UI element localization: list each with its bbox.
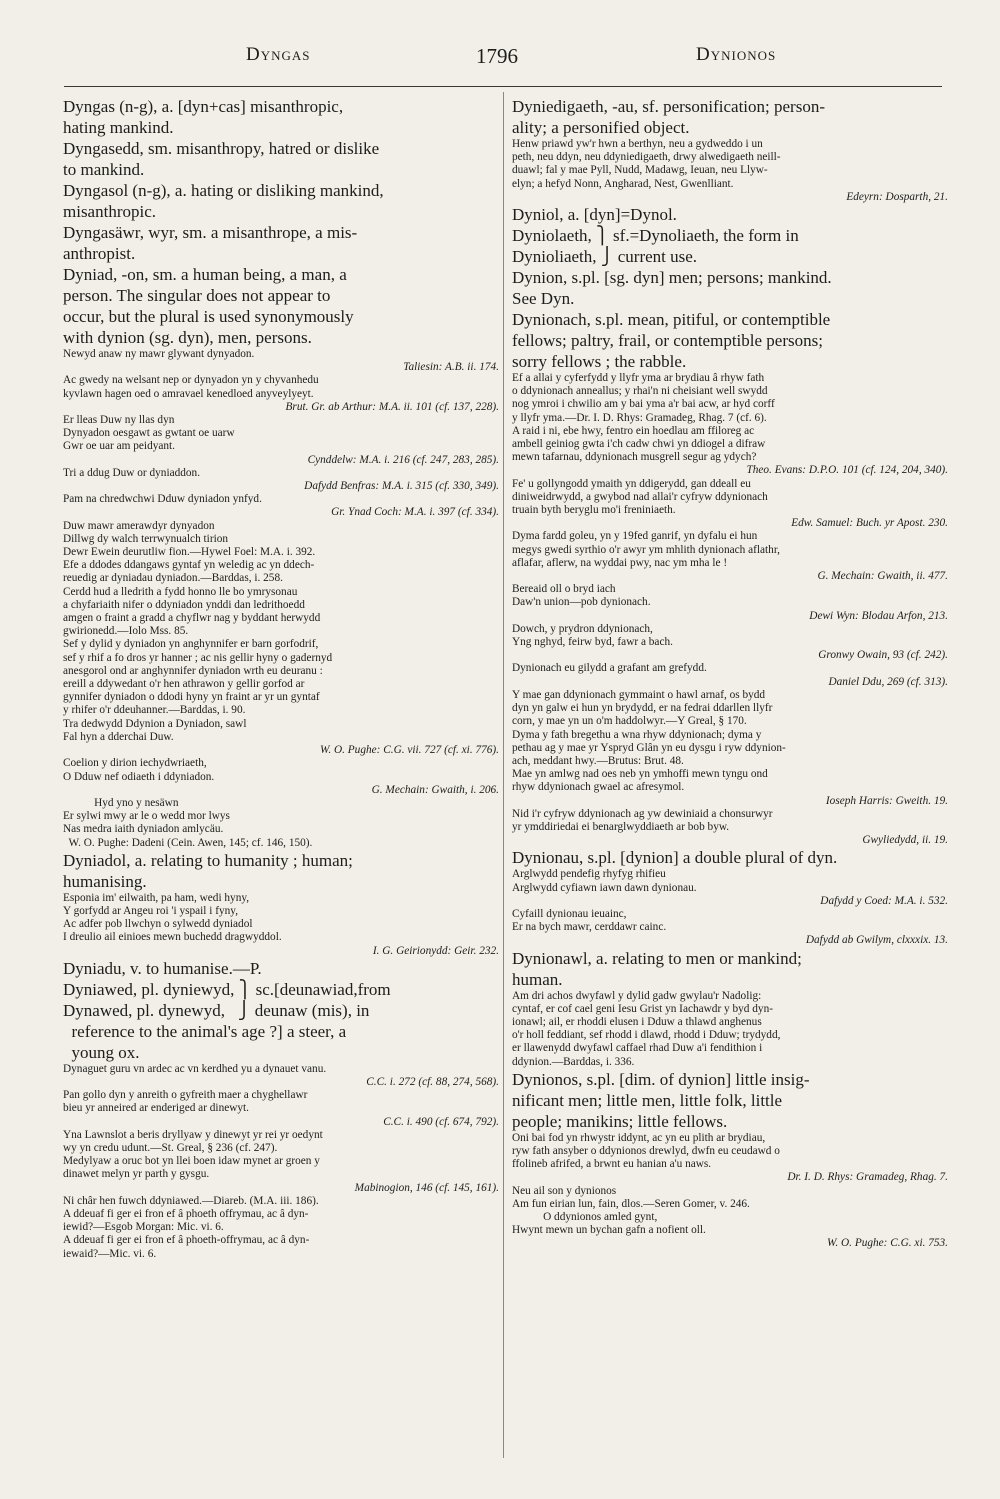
quote-line: wy yn credu udunt.—St. Greal, § 236 (cf. 247).: [63, 1141, 278, 1154]
quote-line: Arglwydd cyfiawn iawn dawn dynionau.: [512, 881, 697, 894]
citation-line: Dafydd y Coed: M.A. i. 532.: [820, 894, 948, 907]
quote-line: Dynaguet guru vn ardec ac vn kerdhed yu a dynauet vanu.: [63, 1062, 327, 1075]
quote-line: Dowch, y prydron ddynionach,: [512, 622, 653, 635]
citation-line: Dafydd ab Gwilym, clxxxix. 13.: [805, 934, 948, 947]
quote-line: Mae yn amlwg nad oes neb yn ymhoffi mewn tyngu ond: [512, 768, 768, 781]
header-right-guide-word: Dynionos: [696, 44, 777, 65]
quote-line: O ddynionos amled gynt,: [512, 1210, 658, 1223]
entry-line: occur, but the plural is used synonymously: [63, 307, 354, 326]
quote-line: Gwr oe uar am peidyant.: [63, 440, 175, 453]
quote-line: Hwynt mewn un bychan gafn a nofient oll.: [512, 1224, 706, 1237]
citation-line: Taliesin: A.B. ii. 174.: [403, 361, 499, 374]
quote-line: er llawenydd dwyfawl caffael rhad Duw a'i fendithion i: [512, 1042, 763, 1055]
quote-line: ddynion.—Barddas, i. 336.: [512, 1055, 635, 1068]
quote-line: Er sylwi mwy ar le o wedd mor lwys: [63, 810, 230, 823]
quote-line: megys gwedi syrthio o'r awyr ym mhlith dynionach aflathr,: [512, 543, 780, 556]
citation-line: G. Mechain: Gwaith, ii. 477.: [817, 570, 948, 583]
quote-line: Newyd anaw ny mawr glywant dynyadon.: [63, 348, 255, 360]
quote-line: A ddeuaf fi ger ei fron ef â phoeth offrymau, ac â dyn-: [63, 1207, 309, 1220]
entry-line: hating mankind.: [63, 118, 174, 137]
quote-line: Ef a allai y cyferfydd y llyfr yma ar brydiau â rhyw fath: [512, 372, 765, 385]
quote-line: ach, meddant hwy.—Brutus: Brut. 48.: [512, 754, 684, 767]
quote-line: sef y rhif a fo dros yr hanner ; ac nis gellir hyny o gadernyd: [63, 651, 333, 664]
quote-line: aflafar, aflerw, na wyddai pwy, nac ym mha le !: [512, 556, 728, 569]
quote-line: Dillwg dy walch terrwynualch tirion: [63, 532, 229, 545]
entry-line: with dynion (sg. dyn), men, persons.: [63, 328, 312, 347]
quote-line: I dreulio ail einioes mewn buchedd dragwyddol.: [63, 931, 282, 944]
quote-line: Tri a ddug Duw or dyniaddon.: [63, 466, 201, 479]
quote-line: y rhifer o'r ddeuhanner.—Barddas, i. 90.: [63, 704, 246, 717]
quote-line: Er lleas Duw ny llas dyn: [63, 414, 175, 427]
page-number: 1796: [476, 44, 518, 68]
quote-line: iewaid?—Mic. vi. 6.: [63, 1247, 157, 1260]
quote-line: Pan gollo dyn y anreith o gyfreith maer a chyghellawr: [63, 1089, 308, 1102]
quote-line: Ni châr hen fuwch ddyniawed.—Diareb. (M.A. iii. 186).: [63, 1194, 319, 1207]
quote-line: dyn yn galw ei hun yn brydydd, er na fedrai ddarllen llyfr: [512, 702, 773, 715]
citation-line: W. O. Pughe: C.G. xi. 753.: [826, 1237, 948, 1250]
left-column: [63, 96, 499, 1466]
entry-line: Dyngas (n-g), a. [dyn+cas] misanthropic,: [63, 97, 344, 116]
citation-line: Ioseph Harris: Gweith. 19.: [825, 794, 948, 807]
quote-line: Dyma y fath bregethu a wna rhyw ddynionach; dyma y: [512, 728, 762, 741]
entry-line: Dyniawed, pl. dyniewyd, ⎫ sc.[deunawiad,from: [63, 979, 391, 999]
quote-line: Cyfaill dynionau ieuainc,: [512, 907, 627, 920]
quote-line: pethau ag y mae yr Yspryd Glân yn eu dysgu i ryw ddynion-: [512, 741, 786, 754]
citation-line: G. Mechain: Gwaith, i. 206.: [371, 783, 499, 796]
entry-line: See Dyn.: [512, 289, 575, 309]
quote-line: Esponia im' eilwaith, pa ham, wedi hyny,: [63, 891, 250, 904]
quote-line: Neu ail son y dynionos: [512, 1184, 617, 1197]
quote-line: corn, y mae yn un o'm haddolwyr.—Y Greal, § 170.: [512, 715, 747, 728]
citation-line: Cynddelw: M.A. i. 216 (cf. 247, 283, 285).: [307, 453, 499, 466]
right-column: [512, 96, 948, 1466]
entry-line: Dynawed, pl. dynewyd, ⎭ deunaw (mis), in: [63, 1000, 370, 1020]
running-header: [66, 44, 940, 76]
quote-line: Ac adfer pob llwchyn o sylwedd dyniadol: [63, 918, 253, 931]
citation-line: C.C. i. 272 (cf. 88, 274, 568).: [366, 1075, 499, 1088]
quote-line: iewid?—Esgob Morgan: Mic. vi. 6.: [63, 1221, 224, 1234]
entry-line: ality; a personified object.: [512, 118, 690, 137]
quote-line: Dynionach eu gilydd a grafant am grefydd.: [512, 662, 707, 675]
entry-line: Dynioliaeth, ⎭ current use.: [512, 247, 698, 267]
quote-line: cyntaf, er cof cael geni Iesu Grist yn Iachawdr y byd dyn-: [512, 1002, 773, 1015]
quote-line: Sef y dylid y dyniadon yn anghynnifer er barn gorfodrif,: [63, 638, 319, 651]
citation-line: Mabinogion, 146 (cf. 145, 161).: [354, 1181, 499, 1194]
quote-line: A raid i ni, ebe hwy, fentro ein hoedlau am ffiloreg ac: [512, 424, 755, 437]
quote-line: Dewr Ewein deurutliw fion.—Hywel Foel: M.A. i. 392.: [63, 546, 316, 559]
entry-line: Dyniadu, v. to humanise.—P.: [63, 958, 262, 978]
quote-line: Y mae gan ddynionach gymmaint o hawl arnaf, os bydd: [512, 688, 766, 701]
quote-line: ereill a ddywedant o'r hen athrawon y gellir gorfod ar: [63, 678, 305, 691]
entry-line: Dyniadol, a. relating to humanity ; human;: [63, 850, 353, 870]
entry-line: Dynionau, s.pl. [dynion] a double plural of dyn.: [512, 848, 838, 868]
entry-line: nificant men; little men, little folk, little: [512, 1090, 783, 1110]
citation-line: Gronwy Owain, 93 (cf. 242).: [818, 649, 948, 662]
citation-line: Gwyliedydd, ii. 19.: [862, 834, 948, 847]
header-rule: [64, 86, 942, 87]
quote-line: A ddeuaf fi ger ei fron ef â phoeth-offrymau, ac â dyn-: [63, 1234, 310, 1247]
quote-line: Fe' u gollyngodd ymaith yn ddigerydd, gan ddeall eu: [512, 477, 751, 490]
citation-line: Brut. Gr. ab Arthur: M.A. ii. 101 (cf. 137, 228).: [285, 400, 499, 413]
quote-line: diniweidrwydd, a gwybod nad allai'r cyfryw ddynionach: [512, 490, 768, 503]
entry-line: anthropist.: [63, 244, 136, 263]
entry-line: fellows; paltry, frail, or contemptible persons;: [512, 331, 823, 351]
quote-line: Hyd yno y nesäwn: [63, 796, 179, 809]
quote-line: Duw mawr amerawdyr dynyadon: [63, 519, 215, 532]
quote-line: o'r holl feddiant, sef rhodd i dlawd, rhodd i Dduw; trydydd,: [512, 1029, 781, 1042]
quote-line: Nid i'r cyfryw ddynionach ag yw dewiniaid a chonsurwyr: [512, 807, 773, 820]
entry-line: human.: [512, 969, 563, 989]
quote-line: reuedig ar dyniadau dyniadon.—Barddas, i. 258.: [63, 572, 283, 585]
quote-line: Ac gwedy na welsant nep or dynyadon yn y chyvanhedu: [63, 374, 319, 387]
quote-line: a chyfariaith nifer o ddyniadon ynddi dan ledrithoedd: [63, 598, 305, 611]
quote-line: O Dduw nef odiaeth i ddyniadon.: [63, 770, 215, 783]
quote-line: Yng nghyd, feirw byd, fawr a bach.: [512, 636, 673, 649]
entry-line: Dyniolaeth, ⎫ sf.=Dynoliaeth, the form in: [512, 226, 799, 246]
quote-line: Oni bai fod yn rhwystr iddynt, ac yn eu plith ar brydiau,: [512, 1131, 766, 1144]
quote-line: Yna Lawnslot a beris dryllyaw y dinewyt yr rei yr oedynt: [63, 1128, 323, 1141]
quote-line: Efe a ddodes ddangaws gyntaf yn weledig ac yn ddech-: [63, 559, 315, 572]
entry-line: people; manikins; little fellows.: [512, 1111, 728, 1131]
entry-line: humanising.: [63, 871, 147, 891]
entry-line: Dynionos, s.pl. [dim. of dynion] little insig-: [512, 1069, 810, 1089]
citation-line: Gr. Ynad Coch: M.A. i. 397 (cf. 334).: [331, 506, 499, 519]
entry-line: to mankind.: [63, 160, 145, 179]
quote-line: Bereaid oll o bryd iach: [512, 583, 616, 596]
quote-line: Coelion y dirion iechydwriaeth,: [63, 757, 207, 770]
quote-line: Cerdd hud a lledrith a fydd honno lle bo ymrysonau: [63, 585, 298, 598]
quote-line: Dynyadon oesgawt as gwtant oe uarw: [63, 427, 235, 440]
quote-line: Henw priawd yw'r hwn a berthyn, neu a gydweddo i un: [512, 138, 763, 150]
entry-line: Dynion, s.pl. [sg. dyn] men; persons; mankind.: [512, 268, 832, 288]
citation-line: Dafydd Benfras: M.A. i. 315 (cf. 330, 349).: [304, 480, 499, 493]
quote-line: anesgorol ond ar anghynnifer dyniadon wrth eu deuranu :: [63, 664, 323, 677]
quote-line: Am dri achos dwyfawl y dylid gadw gwylau'r Nadolig:: [512, 989, 762, 1002]
quote-line: o ddynionach anneallus; y rhai'n ni cheisiant well swydd: [512, 385, 768, 398]
column-divider: [503, 92, 504, 1458]
quote-line: Arglwydd pendefig rhyfyg rhifieu: [512, 868, 666, 881]
quote-line: Medylyaw a oruc bot yn llei boen idaw mynet ar groen y: [63, 1155, 320, 1168]
quote-line: kyvlawn hagen oed o amravael kenedloed anyveylyeyt.: [63, 387, 314, 400]
citation-line: Edw. Samuel: Buch. yr Apost. 230.: [791, 517, 948, 530]
entry-line: Dyniad, -on, sm. a human being, a man, a: [63, 265, 347, 284]
quote-line: Daw'n union—pob dynionach.: [512, 596, 651, 609]
citation-line: W. O. Pughe: C.G. vii. 727 (cf. xi. 776).: [319, 744, 499, 757]
quote-line: yr ymddiriedai ei benarglwyddiaeth ar bob byw.: [512, 820, 730, 833]
quote-line: gynnifer dyniadon o ddodi hyny yn fraint ar yr un gyntaf: [63, 691, 320, 704]
quote-line: Dyma fardd goleu, yn y 19fed ganrif, yn dyfalu ei hun: [512, 530, 758, 543]
quote-line: Tra dedwydd Ddynion a Dyniadon, sawl: [63, 717, 247, 730]
quote-line: bieu yr anneired ar enderiged ar dinewyt.: [63, 1102, 250, 1115]
quote-line: ryw fath ansyber o ddynionos drewlyd, dwfn eu ceudawd o: [512, 1144, 780, 1157]
header-left-guide-word: Dyngas: [246, 44, 311, 65]
quote-line: Pam na chredwchwi Dduw dyniadon ynfyd.: [63, 493, 262, 506]
entry-line: sorry fellows ; the rabble.: [512, 352, 687, 372]
quote-line: ambell geiniog gwta i'ch cadw chwi yn ddiogel a difraw: [512, 438, 766, 451]
quote-line: peth, neu ddyn, neu ddyniedigaeth, drwy alwedigaeth neill-: [512, 151, 781, 164]
quote-line: elyn; a hefyd Nonn, Angharad, Nest, Gwenlliant.: [512, 177, 734, 190]
citation-line: Dewi Wyn: Blodau Arfon, 213.: [809, 609, 948, 622]
entry-line: Dyniol, a. [dyn]=Dynol.: [512, 205, 677, 225]
quote-line: Y gorfydd ar Angeu roi 'i yspail i fyny,: [63, 904, 239, 917]
quote-line: ionawl; ail, er rhoddi elusen i Dduw a thlawd anghenus: [512, 1015, 762, 1028]
citation-line: Daniel Ddu, 269 (cf. 313).: [828, 675, 948, 688]
entry-line: reference to the animal's age ?] a steer, a: [63, 1021, 347, 1041]
entry-line: Dynionawl, a. relating to men or mankind;: [512, 948, 802, 968]
quote-line: Nas medra iaith dyniadon amlycäu.: [63, 823, 224, 836]
quote-line: duawl; fal y mae Pyll, Nudd, Madawg, Ieuan, neu Llyw-: [512, 164, 768, 177]
entry-line: person. The singular does not appear to: [63, 286, 331, 305]
quote-line: amgen o fraint a gradd a chyflwr nag y byddant herwydd: [63, 612, 321, 625]
quote-line: nog ymroi i chwilio am y bai yma a'r bai acw, ar hyd corff: [512, 398, 775, 411]
entry-line: Dynionach, s.pl. mean, pitiful, or contemptible: [512, 310, 831, 330]
entry-line: young ox.: [63, 1042, 140, 1062]
quote-line: Er na bych mawr, cerddawr cainc.: [512, 921, 667, 934]
quote-line: gwirionedd.—Iolo Mss. 85.: [63, 625, 189, 638]
citation-line: C.C. i. 490 (cf. 674, 792).: [383, 1115, 499, 1128]
quote-line: Am fun eirian lun, fain, dlos.—Seren Gomer, v. 246.: [512, 1197, 750, 1210]
quote-line: ffolineb afrifed, a brwnt eu hanian a'u naws.: [512, 1158, 712, 1171]
entry-line: Dyngasol (n-g), a. hating or disliking mankind,: [63, 181, 384, 200]
citation-line: Edeyrn: Dosparth, 21.: [846, 190, 948, 203]
quote-line: dinawet melyn yr parth y gysgu.: [63, 1168, 210, 1181]
citation-line: I. G. Geirionydd: Geir. 232.: [372, 944, 499, 957]
quote-line: truain byth beryglu mo'i freniniaeth.: [512, 504, 676, 517]
citation-line: Dr. I. D. Rhys: Gramadeg, Rhag. 7.: [787, 1171, 948, 1184]
quote-line: rhyw ddynionach gwael ac afresymol.: [512, 781, 685, 794]
entry-line: misanthropic.: [63, 202, 157, 221]
quote-line: W. O. Pughe: Dadeni (Cein. Awen, 145; cf. 146, 150).: [63, 836, 313, 849]
quote-line: y llyfr yma.—Dr. I. D. Rhys: Gramadeg, Rhag. 7 (cf. 6).: [512, 411, 767, 424]
entry-line: Dyngasäwr, wyr, sm. a misanthrope, a mis-: [63, 223, 358, 242]
quote-line: mewn tafarnau, ddynionach musgrell segur ag ydych?: [512, 451, 757, 464]
quote-line: Fal hyn a dderchai Duw.: [63, 730, 174, 743]
entry-line: Dyniedigaeth, -au, sf. personification; person-: [512, 97, 825, 116]
citation-line: Theo. Evans: D.P.O. 101 (cf. 124, 204, 340).: [746, 464, 948, 477]
entry-line: Dyngasedd, sm. misanthropy, hatred or dislike: [63, 139, 380, 158]
